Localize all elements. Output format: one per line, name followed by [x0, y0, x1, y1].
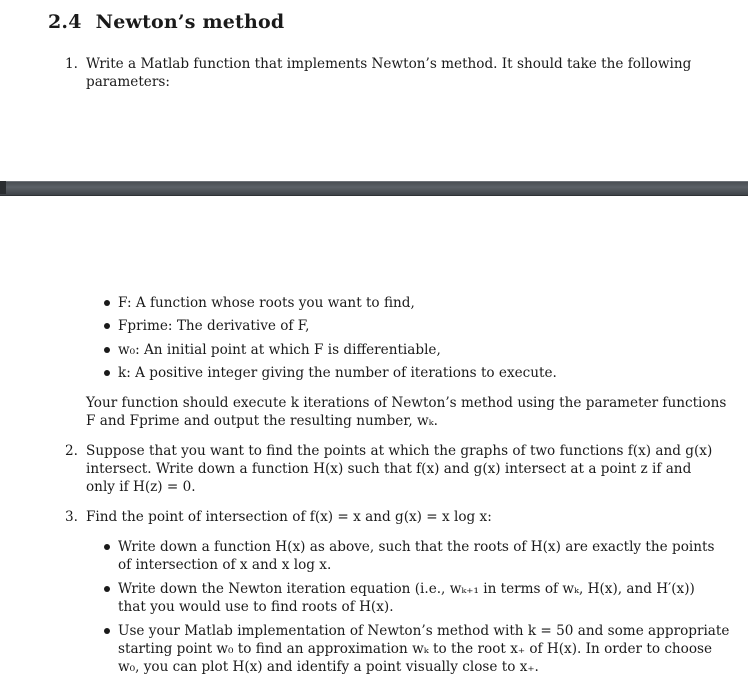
item-3-bullet-3-line-2: starting point w₀ to find an approximation wₖ to the root x₊ of H(x). In order to choose	[118, 641, 713, 657]
page-divider-tab	[0, 181, 6, 194]
bullet-icon	[104, 586, 110, 592]
item-2-line-3: only if H(z) = 0.	[86, 479, 196, 495]
item-1-bullet-2: Fprime: The derivative of F,	[118, 318, 310, 334]
item-1-bullet-3: w₀: An initial point at which F is differentiable,	[118, 342, 441, 358]
item-3-bullet-1-line-1: Write down a function H(x) as above, such that the roots of H(x) are exactly the points	[118, 539, 715, 555]
item-2-line-1: Suppose that you want to find the points at which the graphs of two functions f(x) and g(x)	[86, 443, 713, 459]
item-1-para-line-2: F and Fprime and output the resulting number, wₖ.	[86, 413, 438, 429]
item-1-number: 1.	[65, 56, 78, 72]
item-3-bullet-2-line-1: Write down the Newton iteration equation (i.e., wₖ₊₁ in terms of wₖ, H(x), and H′(x))	[118, 581, 695, 597]
item-3-bullet-3-line-1: Use your Matlab implementation of Newton’s method with k = 50 and some appropriate	[118, 623, 730, 639]
item-3-line-1: Find the point of intersection of f(x) = x and g(x) = x log x:	[86, 509, 492, 525]
bullet-icon	[104, 370, 110, 376]
bullet-icon	[104, 544, 110, 550]
item-1-para-line-1: Your function should execute k iterations of Newton’s method using the parameter functions	[86, 395, 727, 411]
item-3-bullet-1-line-2: of intersection of x and x log x.	[118, 557, 332, 573]
bullet-icon	[104, 628, 110, 634]
bullet-icon	[104, 323, 110, 329]
item-2-number: 2.	[65, 443, 78, 459]
item-1-line-1: Write a Matlab function that implements Newton’s method. It should take the following	[86, 56, 692, 72]
bullet-icon	[104, 300, 110, 306]
section-heading	[48, 11, 284, 33]
bullet-icon	[104, 347, 110, 353]
item-3-bullet-2-line-2: that you would use to find roots of H(x).	[118, 599, 394, 615]
item-1-line-2: parameters:	[86, 74, 170, 90]
section-title: Newton’s method	[95, 11, 285, 33]
page-divider-bar	[0, 181, 748, 196]
item-3-bullet-3-line-3: w₀, you can plot H(x) and identify a point visually close to x₊.	[118, 659, 539, 675]
section-number: 2.4	[48, 11, 82, 33]
item-1-bullet-1: F: A function whose roots you want to find,	[118, 295, 415, 311]
item-1-bullet-4: k: A positive integer giving the number of iterations to execute.	[118, 365, 557, 381]
item-2-line-2: intersect. Write down a function H(x) such that f(x) and g(x) intersect at a point z if and	[86, 461, 692, 477]
item-3-number: 3.	[65, 509, 78, 525]
